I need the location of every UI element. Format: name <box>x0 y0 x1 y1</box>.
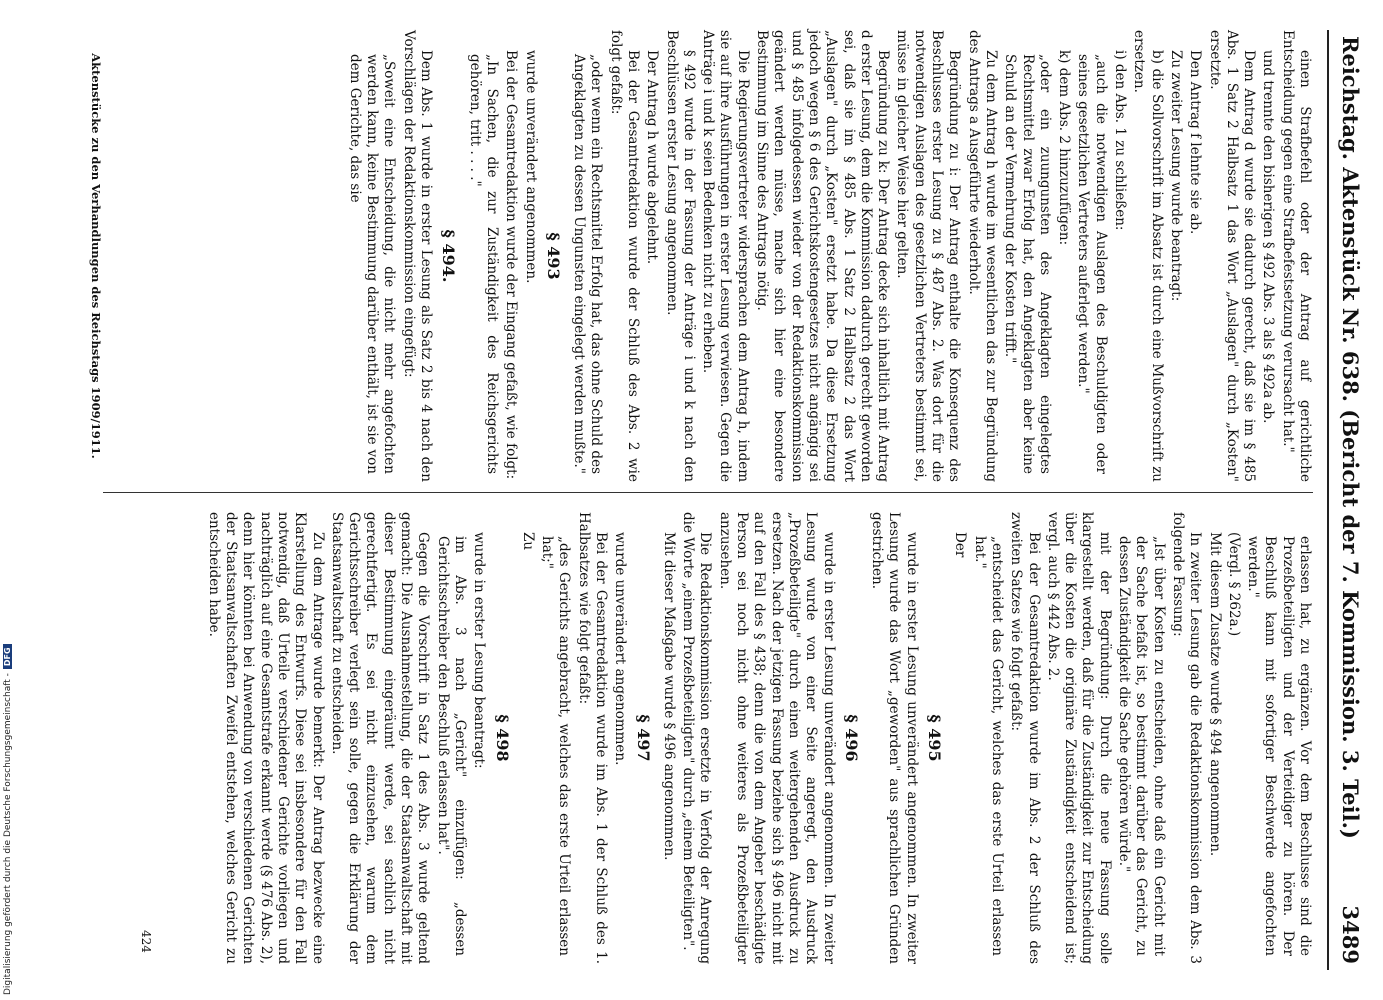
paragraph: Bei der Gesamtredaktion wurde der Schluß des Abs. 2 wie folgt gefaßt: <box>607 30 642 482</box>
paragraph: Zu dem Antrag h wurde im wesentlichen das zur Begründung des Antrags a Ausgeführte wiederholt. <box>965 30 999 482</box>
left-column <box>344 30 1313 482</box>
quoted-text: im Abs. 3 nach „Gericht" einzufügen: „dessen Gerichtsschreiber den Beschluß erlassen hat". <box>434 536 468 956</box>
paragraph: Dem Abs. 1 wurde in erster Lesung als Satz 2 bis 4 nach den Vorschlägen der Redaktionskommission eingefügt: <box>400 30 435 482</box>
quoted-text: „oder wenn ein Rechtsmittel Erfolg hat, das ohne Schuld des Angeklagten zu dessen Ungunsten eingelegt werden mußte." <box>571 54 605 474</box>
page-footer: Aktenstücke zu den Verhandlungen des Reichstags 1909/1911. <box>89 53 103 459</box>
paragraph: i) den Abs. 1 zu schließen: <box>1112 50 1129 231</box>
paragraph: Mit diesem Zusatze wurde § 494 angenommen. <box>1206 532 1223 857</box>
paragraph: § 492 wurde in der Fassung der Anträge i und k nach den Beschlüssen erster Lesung angenommen. <box>663 30 697 482</box>
paragraph: Die Redaktionskommission ersetzte in Verfolg der Anregung die Worte „einem Prozeßbeteiligten" durch „einem Beteiligten". <box>680 512 714 964</box>
column-divider <box>103 492 1313 493</box>
paragraph: Bei der Gesamtredaktion wurde der Eingang gefaßt, wie folgt: <box>503 50 520 480</box>
quoted-text: „In Sachen, die zur Zuständigkeit des Reichsgerichts gehören, tritt . . . ." <box>466 54 500 474</box>
paragraph: Den Antrag f lehnte sie ab. <box>1187 50 1204 235</box>
paragraph: b) die Sollvorschrift im Absatz ist durch eine Mußvorschrift zu ersetzen. <box>1131 30 1165 482</box>
quoted-text: „auch die notwendigen Auslagen des Beschuldigten oder seines gesetzlichen Vertreters auferlegt werden." <box>1075 54 1109 474</box>
paragraph: Begründung zu k: Der Antrag decke sich inhaltlich mit Antrag d erster Lesung, dem die Kommission dadurch gerecht geworden sei, daß sie im § 485 Abs. 1 Satz 2 Halbsatz 2 das Wort „Auslagen" durch „Kosten" ersetzt habe. Da diese Ersetzung jedoch wegen § 6 des Gerichtskostengesetzes nicht angängig sei und § 485 infolgedessen wieder von der Redaktionskommission geändert werden müsse, mache sich hier eine besondere Bestimmung im Sinne des Antrags nötig. <box>754 30 892 482</box>
paragraph: Mit dieser Maßgabe wurde § 496 angenommen. <box>660 532 677 861</box>
paragraph: Zu zweiter Lesung wurde beantragt: <box>1167 50 1184 302</box>
paragraph: wurde unverändert angenommen. <box>612 532 629 766</box>
paragraph: und trennte den bisherigen § 492 Abs. 3 als § 492a ab. <box>1260 50 1277 424</box>
digitization-credit-text: Digitalisierung gefördert durch die Deutsche Forschungsgemeinschaft - <box>3 673 13 995</box>
paragraph: Bei der Gesamtredaktion wurde im Abs. 1 der Schluß des 1. Halbsatzes wie folgt gefaßt: <box>575 512 610 964</box>
quoted-text: „Ist über Kosten zu entscheiden, ohne daß ein Gericht mit der Sache befaßt ist, so bestimmt darüber das Gericht, zu dessen Zuständigkeit die Sache gehören würde." <box>1116 536 1167 956</box>
paragraph: Der Antrag h wurde abgelehnt. <box>644 50 661 265</box>
paragraph: In zweiter Lesung gab die Redaktionskommission dem Abs. 3 folgende Fassung: <box>1169 512 1204 964</box>
paragraph: (Vergl. § 262a.) <box>1225 532 1242 637</box>
quoted-text: „oder ein zuungunsten des Angeklagten eingelegtes Rechtsmittel zwar Erfolg hat, den Angeklagten aber keine Schuld an der Vermehrung der Kosten trifft." <box>1002 54 1053 474</box>
section-heading: § 495 <box>925 714 945 762</box>
section-heading: § 497 <box>633 714 653 762</box>
paragraph: Zu dem Antrage wurde bemerkt: Der Antrag bezwecke eine Klarstellung des Entwurfs. Diese sei insbesondere für den Fall notwendig, daß Urteile verschiedener Gerichte vorliegen und nachträglich auf eine Gesamtstrafe erkannt werde (§ 476 Abs. 2), denn hier könnten bei Anwendung von verschiedenen Gerichten der Staatsanwaltschaften Zweifel entstehen, welches Gericht zu entscheiden habe. <box>205 512 326 964</box>
header-page-number: 3489 <box>1338 905 1363 964</box>
section-heading: § 494. <box>439 229 459 283</box>
paragraph: Dem Antrag d wurde sie dadurch gerecht, daß sie im § 485 Abs. 1 Satz 2 Halbsatz 1 das Wort „Auslagen" durch „Kosten" ersetzte. <box>1206 30 1258 482</box>
right-column <box>202 512 1313 964</box>
paragraph: einen Strafbefehl oder der Antrag auf gerichtliche Entscheidung gegen eine Strafbefestsetzung verursacht hat." <box>1279 30 1313 482</box>
digitization-credit <box>3 644 13 995</box>
paragraph: Zu <box>519 532 536 551</box>
paragraph: wurde in erster Lesung unverändert angenommen. In zweiter Lesung wurde das Wort „geworden" aus sprachlichen Gründen gestrichen. <box>869 512 920 964</box>
section-heading: § 493 <box>543 232 563 280</box>
header-title: Reichstag. Aktenstück Nr. 638. (Bericht der 7. Kommission. 3. Teil.) <box>1338 36 1363 839</box>
paragraph: Bei der Gesamtredaktion wurde im Abs. 2 der Schluß des zweiten Satzes wie folgt gefaßt: <box>1008 512 1042 964</box>
section-heading: § 498 <box>492 714 512 762</box>
paragraph: Gegen die Vorschrift in Satz 1 des Abs. 3 wurde geltend gemacht: Die Ausnahmestellung, die der Staatsanwaltschaft mit dieser Bestimmung eingeräumt werde, sei sachlich nicht gerechtfertigt. Es sei nicht einzusehen, warum dem Gerichtsschreiber verlegt sein solle, gegen die Erklärung der Staatsanwaltschaft zu entscheiden. <box>328 512 432 964</box>
quoted-text: „entscheidet das Gericht, welches das erste Urteil erlassen hat." <box>971 536 1005 956</box>
paragraph: Begründung zu i: Der Antrag enthalte die Konsequenz des Beschlusses erster Lesung zu § 487 Abs. 2. Was dort für die notwendigen Auslagen des gesetzlichen Vertreters bestimmt sei, müsse in gleicher Weise hier gelten. <box>894 30 963 482</box>
section-heading: § 496 <box>841 714 861 762</box>
quoted-text: erlassen hat, zu ergänzen. Vor dem Beschlusse sind die Prozeßbeteiligten und der Verteidiger zu hören. Der Beschluß kann mit sofortiger Beschwerde angefochten werden." <box>1245 536 1313 956</box>
dfg-logo: DFG <box>3 644 12 669</box>
quoted-text: „des Gerichts angebracht, welches das erste Urteil erlassen hat;" <box>539 536 573 956</box>
paragraph: k) dem Abs. 2 hinzuzufügen: <box>1056 50 1073 246</box>
footer-page-number: 424 <box>139 930 153 953</box>
paragraph: mit der Begründung: Durch die neue Fassung solle klargestellt werden, daß für die Zuständigkeit zur Entscheidung über die Kosten die originäre Zuständigkeit entscheidend ist; vergl. auch § 442 Abs. 2. <box>1044 512 1113 964</box>
document-page <box>53 0 1383 1000</box>
paragraph: Die Regierungsvertreter widersprachen dem Antrag h, indem sie auf ihre Ausführungen in erster Lesung verwiesen. Gegen die Anträge i und k seien Bedenken nicht zu erheben. <box>700 30 751 482</box>
quoted-text: „Soweit eine Entscheidung, die nicht mehr angefochten werden kann, keine Bestimmung darüber enthält, ist sie von dem Gerichte, das sie <box>346 54 398 474</box>
paragraph: wurde unverändert angenommen. <box>522 50 539 284</box>
page-header <box>1327 30 1369 970</box>
paragraph: Der <box>952 532 969 558</box>
paragraph: wurde in erster Lesung beantragt: <box>471 532 488 769</box>
paragraph: wurde in erster Lesung unverändert angenommen. In zweiter Lesung wurde von einer Seite angeregt, den Ausdruck „Prozeßbeteiligte" durch einen weitergehenden Ausdruck zu ersetzen. Nach der jetzigen Fassung beziehe sich § 496 nicht mit auf den Fall des § 438; denn die von dem Angeber beschädigte Person sei noch nicht ohne weiteres als Prozeßbeteiligter anzusehen. <box>716 512 837 964</box>
